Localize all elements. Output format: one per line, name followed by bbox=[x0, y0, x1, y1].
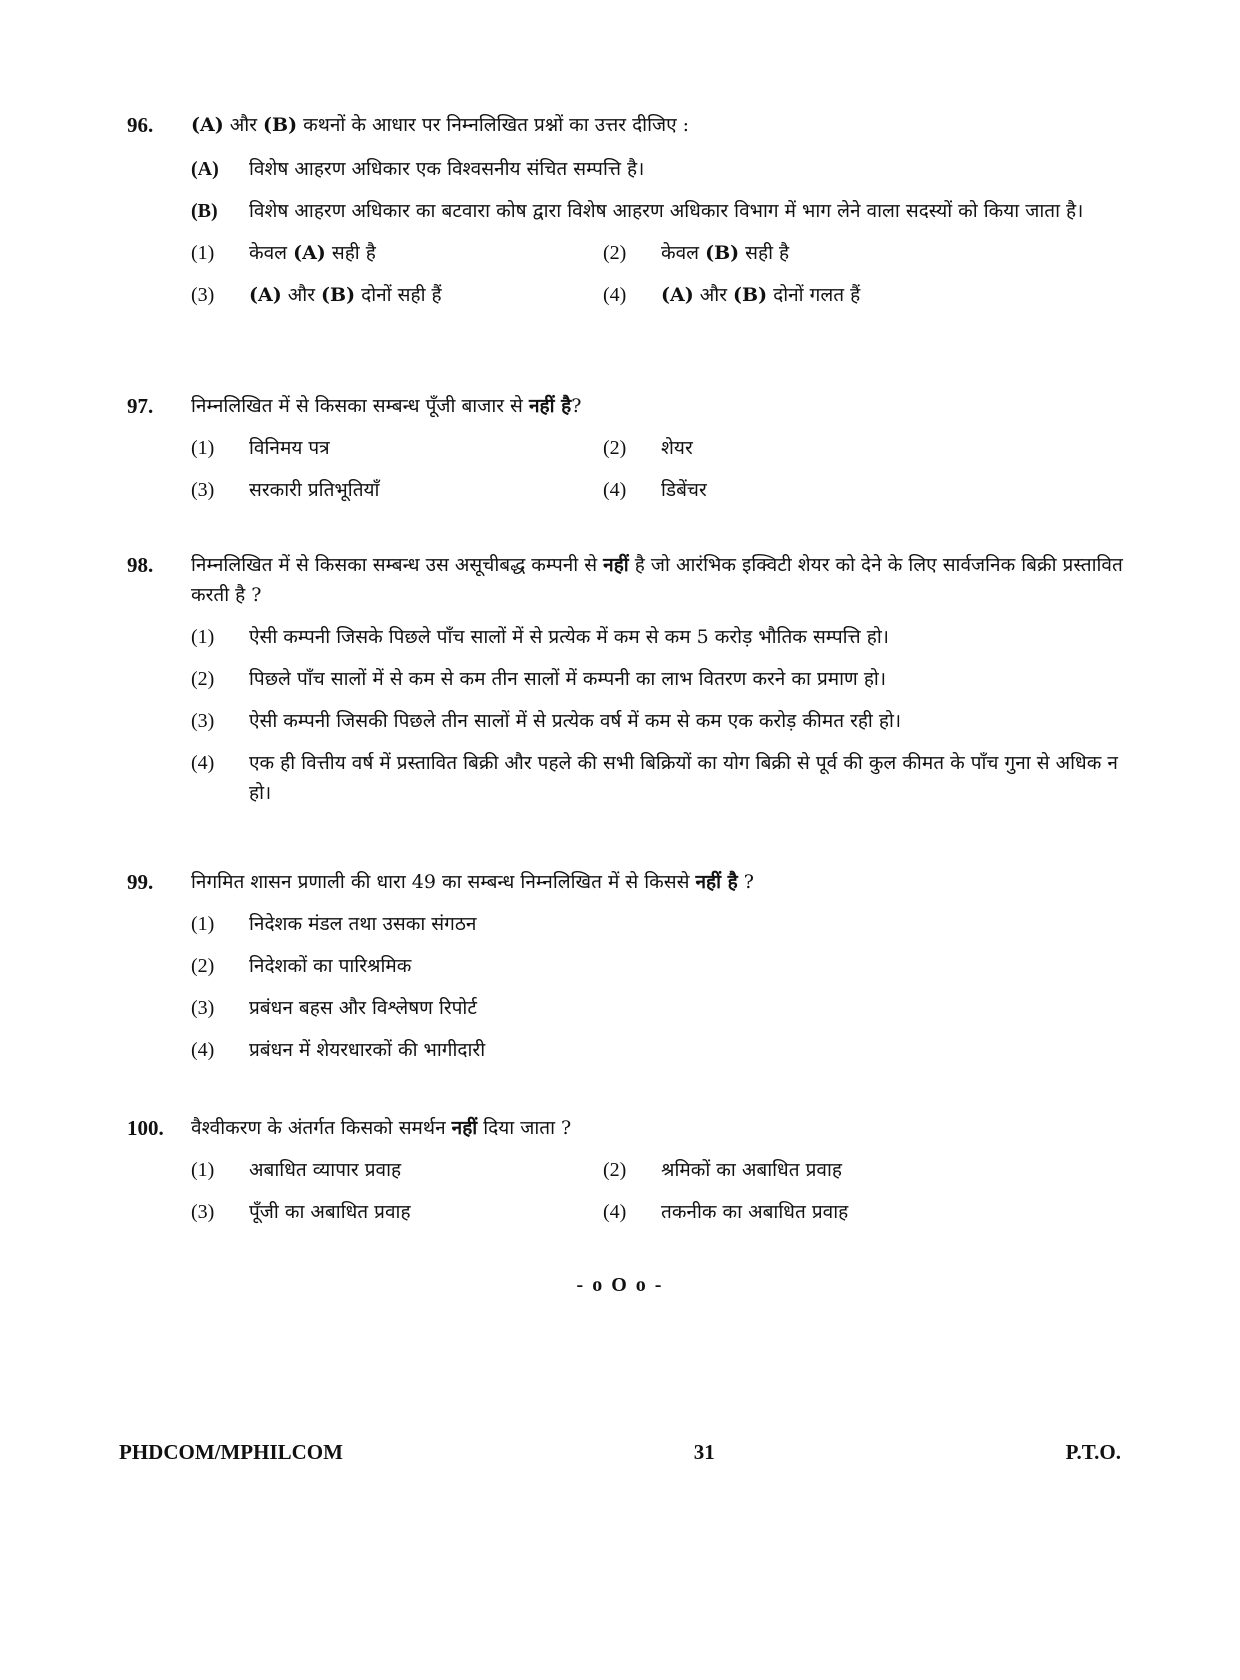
option-4[interactable]: (4) एक ही वित्तीय वर्ष में प्रस्तावित बिक्री और पहले की सभी बिक्रियों का योग बिक्री से पूर्व की कुल कीमत के पाँच गुना से अधिक न हो। bbox=[191, 752, 1118, 804]
option-4[interactable]: (4) डिबेंचर bbox=[603, 479, 707, 501]
option-list bbox=[191, 909, 1137, 1065]
option-4[interactable]: (4) तकनीक का अबाधित प्रवाह bbox=[603, 1201, 849, 1223]
option-grid bbox=[191, 1155, 1137, 1227]
option-1[interactable]: (1) केवल (A) सही है bbox=[191, 242, 376, 264]
option-3[interactable]: (3) प्रबंधन बहस और विश्लेषण रिपोर्ट bbox=[191, 997, 477, 1019]
page-number: 31 bbox=[693, 1440, 715, 1464]
option-2[interactable]: (2) केवल (B) सही है bbox=[603, 242, 790, 264]
option-grid bbox=[191, 433, 1137, 505]
question-number: 97. bbox=[127, 394, 154, 418]
question-96 bbox=[127, 110, 1137, 310]
question-100 bbox=[127, 1113, 1137, 1227]
option-3[interactable]: (3) सरकारी प्रतिभूतियाँ bbox=[191, 479, 380, 501]
statement-b: (B) विशेष आहरण अधिकार का बटवारा कोष द्वारा विशेष आहरण अधिकार विभाग में भाग लेने वाला सदस्यों को किया जाता है। bbox=[191, 200, 1084, 222]
option-2[interactable]: (2) शेयर bbox=[603, 437, 693, 459]
pto-label: P.T.O. bbox=[1065, 1440, 1121, 1464]
option-2[interactable]: (2) पिछले पाँच सालों में से कम से कम तीन सालों में कम्पनी का लाभ वितरण करने का प्रमाण हो। bbox=[191, 668, 887, 690]
question-prompt: वैश्वीकरण के अंतर्गत किसको समर्थन नहीं दिया जाता ? bbox=[191, 1117, 572, 1139]
question-98 bbox=[127, 550, 1137, 808]
option-3[interactable]: (3) ऐसी कम्पनी जिसकी पिछले तीन सालों में से प्रत्येक वर्ष में कम से कम एक करोड़ कीमत रही हो। bbox=[191, 710, 902, 732]
option-3[interactable]: (3) (A) और (B) दोनों सही हैं bbox=[191, 284, 442, 306]
option-list bbox=[191, 622, 1137, 808]
option-4[interactable]: (4) (A) और (B) दोनों गलत हैं bbox=[603, 284, 861, 306]
question-number: 100. bbox=[127, 1116, 164, 1140]
option-1[interactable]: (1) विनिमय पत्र bbox=[191, 437, 330, 459]
option-1[interactable]: (1) निदेशक मंडल तथा उसका संगठन bbox=[191, 913, 477, 935]
end-mark: - o O o - bbox=[576, 1274, 664, 1296]
question-97 bbox=[127, 391, 1137, 505]
option-1[interactable]: (1) ऐसी कम्पनी जिसके पिछले पाँच सालों में से प्रत्येक में कम से कम 5 करोड़ भौतिक सम्पत्ति हो। bbox=[191, 626, 889, 648]
option-1[interactable]: (1) अबाधित व्यापार प्रवाह bbox=[191, 1159, 402, 1181]
paper-code: PHDCOM/MPHILCOM bbox=[119, 1440, 343, 1464]
page-footer bbox=[119, 1440, 1121, 1465]
question-prompt: निगमित शासन प्रणाली की धारा 49 का सम्बन्ध निम्नलिखित में से किससे नहीं है ? bbox=[191, 871, 754, 893]
option-3[interactable]: (3) पूँजी का अबाधित प्रवाह bbox=[191, 1201, 411, 1223]
question-prompt: निम्नलिखित में से किसका सम्बन्ध पूँजी बाजार से नहीं है? bbox=[191, 395, 582, 417]
question-prompt: निम्नलिखित में से किसका सम्बन्ध उस असूचीबद्ध कम्पनी से नहीं है जो आरंभिक इक्विटी शेयर को देने के लिए सार्वजनिक बिक्री प्रस्तावित करती है ? bbox=[191, 554, 1123, 606]
option-2[interactable]: (2) निदेशकों का पारिश्रमिक bbox=[191, 955, 412, 977]
statement-a: (A) विशेष आहरण अधिकार एक विश्वसनीय संचित सम्पत्ति है। bbox=[191, 158, 645, 180]
question-prompt: (A) और (B) कथनों के आधार पर निम्नलिखित प्रश्नों का उत्तर दीजिए : bbox=[191, 114, 690, 136]
option-2[interactable]: (2) श्रमिकों का अबाधित प्रवाह bbox=[603, 1159, 842, 1181]
question-number: 98. bbox=[127, 553, 154, 577]
question-99 bbox=[127, 867, 1137, 1065]
question-number: 96. bbox=[127, 113, 154, 137]
option-4[interactable]: (4) प्रबंधन में शेयरधारकों की भागीदारी bbox=[191, 1039, 486, 1061]
question-number: 99. bbox=[127, 870, 154, 894]
option-grid bbox=[191, 238, 1137, 310]
